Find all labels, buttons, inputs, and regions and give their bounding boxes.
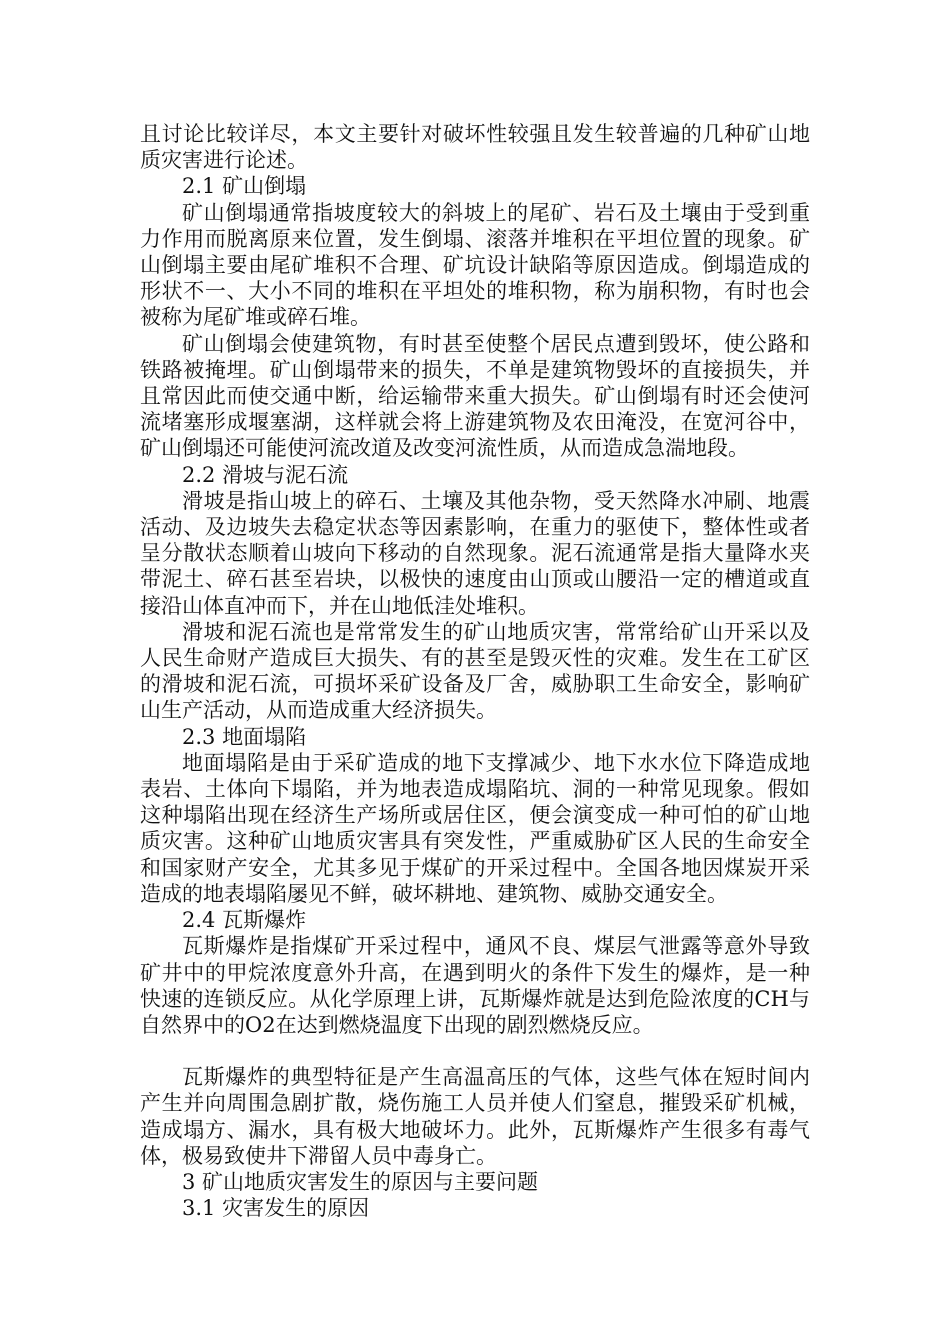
paragraph-landslide-impact: 滑坡和泥石流也是常常发生的矿山地质灾害，常常给矿山开采以及人民生命财产造成巨大损失、有的甚至是毁灭性的灾难。发生在工矿区的滑坡和泥石流，可损坏采矿设备及厂舍，威胁职工生命安全，影响矿山生产活动，从而造成重大经济损失。 xyxy=(140,619,810,723)
section-heading-2-4: 2.4 瓦斯爆炸 xyxy=(182,908,307,933)
section-heading-3: 3 矿山地质灾害发生的原因与主要问题 xyxy=(182,1169,539,1194)
section-heading-2-3: 2.3 地面塌陷 xyxy=(182,724,307,749)
paragraph-gas-explosion-features: 瓦斯爆炸的典型特征是产生高温高压的气体，这些气体在短时间内产生并向周围急剧扩散，烧伤施工人员并使人们窒息，摧毁采矿机械，造成塌方、漏水，具有极大地破坏力。此外，瓦斯爆炸产生很多有毒气体，极易致使井下滞留人员中毒身亡。 xyxy=(140,1065,810,1168)
paragraph-collapse-impact: 矿山倒塌会使建筑物，有时甚至使整个居民点遭到毁坏，使公路和铁路被掩埋。矿山倒塌带来的损失，不单是建筑物毁坏的直接损失，并且常因此而使交通中断，给运输带来重大损失。矿山倒塌有时还会使河流堵塞形成堰塞湖，这样就会将上游建筑物及农田淹没，在宽河谷中，矿山倒塌还可能使河流改道及改变河流性质，从而造成急湍地段。 xyxy=(140,331,810,461)
paragraph-gas-explosion-definition: 瓦斯爆炸是指煤矿开采过程中，通风不良、煤层气泄露等意外导致矿井中的甲烷浓度意外升高，在遇到明火的条件下发生的爆炸，是一种快速的连锁反应。从化学原理上讲，瓦斯爆炸就是达到危险浓度的CH与自然界中的O2在达到燃烧温度下出现的剧烈燃烧反应。 xyxy=(140,934,810,1037)
section-heading-3-1: 3.1 灾害发生的原因 xyxy=(182,1196,370,1221)
paragraph-collapse-definition: 矿山倒塌通常指坡度较大的斜坡上的尾矿、岩石及土壤由于受到重力作用而脱离原来位置，发生倒塌、滚落并堆积在平坦位置的现象。矿山倒塌主要由尾矿堆积不合理、矿坑设计缺陷等原因造成。倒塌造成的形状不一、大小不同的堆积在平坦处的堆积物，称为崩积物，有时也会被称为尾矿堆或碎石堆。 xyxy=(140,200,810,330)
section-heading-2-1: 2.1 矿山倒塌 xyxy=(182,174,307,199)
section-heading-2-2: 2.2 滑坡与泥石流 xyxy=(182,462,349,487)
paragraph-intro-continued: 且讨论比较详尽，本文主要针对破坏性较强且发生较普遍的几种矿山地质灾害进行论述。 xyxy=(140,122,810,173)
blank-line xyxy=(140,1038,810,1064)
paragraph-landslide-definition: 滑坡是指山坡上的碎石、土壤及其他杂物，受天然降水冲刷、地震活动、及边坡失去稳定状态等因素影响，在重力的驱使下，整体性或者呈分散状态顺着山坡向下移动的自然现象。泥石流通常是指大量降水夹带泥土、碎石甚至岩块，以极快的速度由山顶或山腰沿一定的槽道或直接沿山体直冲而下，并在山地低洼处堆积。 xyxy=(140,488,810,618)
document-page xyxy=(140,121,810,1221)
paragraph-subsidence: 地面塌陷是由于采矿造成的地下支撑减少、地下水水位下降造成地表岩、土体向下塌陷，并为地表造成塌陷坑、洞的一种常见现象。假如这种塌陷出现在经济生产场所或居住区，便会演变成一种可怕的矿山地质灾害。这种矿山地质灾害具有突发性，严重威胁矿区人民的生命安全和国家财产安全，尤其多见于煤矿的开采过程中。全国各地因煤炭开采造成的地表塌陷屡见不鲜，破坏耕地、建筑物、威胁交通安全。 xyxy=(140,750,810,906)
